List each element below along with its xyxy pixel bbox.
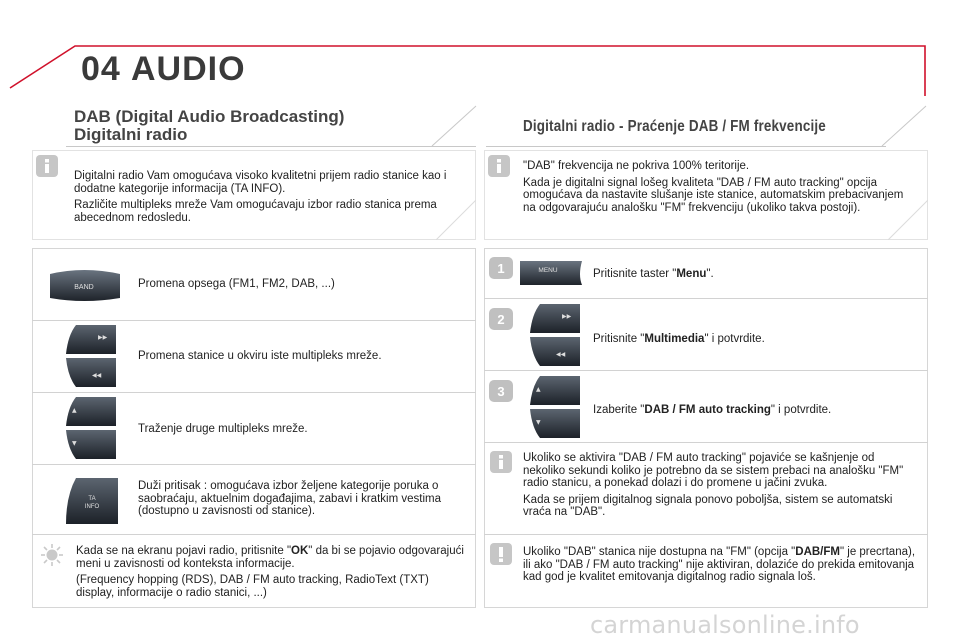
info-icon	[36, 155, 58, 177]
watermark: carmanualsonline.info	[590, 611, 860, 639]
info-label: INFO	[84, 504, 100, 510]
right-section-title: Digitalni radio - Praćenje DAB / FM frekvencije	[523, 118, 826, 135]
row-band-text: Promena opsega (FM1, FM2, DAB, ...)	[138, 278, 335, 290]
left-title-corner-line	[430, 104, 478, 148]
left-info-p1: Digitalni radio Vam omogućava visoko kvalitetni prijem radio stanice kao i dodatne kategorije informacija (TA INFO).	[74, 170, 447, 195]
right-title-underline	[486, 146, 886, 147]
right-info2-p2: Kada se prijem digitalnog signala ponovo poboljša, sistem se automatski vraća na "DAB".	[523, 493, 893, 518]
right-warning-text: Ukoliko "DAB" stanica nije dostupna na "FM" (opcija "DAB/FM" je precrtana), ili ako "DAB / FM auto tracking" nije aktiviran, dolaziće do prekida emitovanja kad god je kvalitet emitovanja digitalnog radio signala loš.	[523, 546, 916, 583]
band-button-label: BAND	[74, 284, 94, 291]
right-info2-text	[523, 452, 918, 523]
left-title-line2: Digitalni radio	[74, 125, 188, 144]
svg-text:▲: ▲	[72, 407, 77, 414]
svg-text:▲: ▲	[536, 386, 541, 393]
ta-label: TA	[88, 496, 96, 502]
row-separator	[32, 464, 476, 465]
sun-tip-icon	[40, 543, 64, 567]
step-1-text: Pritisnite taster "Menu".	[593, 268, 714, 280]
right-info-text	[523, 160, 913, 218]
chapter-number: 04	[81, 50, 121, 88]
left-title-underline	[66, 146, 476, 147]
row-separator	[484, 370, 928, 371]
left-tip-p2: (Frequency hopping (RDS), DAB / FM auto tracking, RadioText (TXT) display, informacije o radio stanici, ...)	[76, 574, 429, 599]
menu-button-label: MENU	[538, 267, 558, 274]
left-tip-p1: Kada se na ekranu pojavi radio, pritisnite "OK" da bi se pojavio odgovarajući meni u zavisnosti od konteksta informacije.	[76, 545, 464, 570]
chapter-title: AUDIO	[131, 50, 246, 88]
row-separator	[484, 298, 928, 299]
updown-buttons-icon	[62, 395, 118, 461]
step-1-number-icon	[489, 257, 513, 279]
left-title-line1: DAB (Digital Audio Broadcasting)	[74, 107, 345, 126]
right-title-corner-line	[880, 104, 928, 148]
row-separator	[32, 392, 476, 393]
ta-info-button-icon	[62, 476, 120, 526]
svg-text:1: 1	[497, 261, 505, 276]
svg-text:▶▶: ▶▶	[562, 313, 572, 320]
updown-buttons-icon	[526, 374, 582, 440]
svg-text:▼: ▼	[536, 419, 541, 426]
left-section-title	[74, 108, 344, 144]
svg-text:2: 2	[497, 312, 505, 327]
step-2-number-icon	[489, 308, 513, 330]
right-info2-p1: Ukoliko se aktivira "DAB / FM auto tracking" pojaviće se kašnjenje od nekoliko sekundi koliko je potrebno da se sistem prebaci na analošku "FM" radio stanicu, a ponekad dolazi i do promene u jačini zvuka.	[523, 452, 904, 489]
info-icon	[488, 155, 510, 177]
row-separator	[484, 534, 928, 535]
left-info-text	[74, 170, 464, 228]
left-tip-text	[76, 545, 468, 603]
row-separator	[32, 320, 476, 321]
menu-button-icon	[518, 257, 584, 289]
svg-text:▶▶: ▶▶	[98, 334, 108, 341]
svg-text:◀◀: ◀◀	[556, 351, 566, 358]
right-info-p1: "DAB" frekvencija ne pokriva 100% teritorije.	[523, 160, 750, 172]
step-3-text: Izaberite "DAB / FM auto tracking" i potvrdite.	[593, 404, 832, 416]
step-2-text: Pritisnite "Multimedia" i potvrdite.	[593, 333, 765, 345]
seek-buttons-icon	[62, 323, 118, 389]
warning-icon	[490, 543, 512, 565]
row-updown-text: Traženje druge multipleks mreže.	[138, 423, 308, 435]
svg-text:▼: ▼	[72, 440, 77, 447]
svg-text:3: 3	[497, 384, 505, 399]
band-button-icon	[48, 268, 122, 302]
row-tainfo-text: Duži pritisak : omogućava izbor željene kategorije poruka o saobraćaju, aktuelnim događajima, zabavi i kratkim vestima (dostupno u zavisnosti od stanice).	[138, 480, 441, 517]
svg-text:◀◀: ◀◀	[92, 372, 102, 379]
step-3-number-icon	[489, 380, 513, 402]
row-separator	[484, 442, 928, 443]
row-separator	[32, 534, 476, 535]
info-icon	[490, 451, 512, 473]
left-info-p2: Različite multipleks mreže Vam omogućavaju izbor radio stanica prema abecednom redosledu.	[74, 199, 437, 224]
seek-buttons-icon	[526, 302, 582, 368]
row-seek-text: Promena stanice u okviru iste multipleks mreže.	[138, 350, 382, 362]
right-info-p2: Kada je digitalni signal lošeg kvaliteta "DAB / FM auto tracking" opcija omogućava da nastavite slušanje iste stanice, automatskim prebacivanjem na odgovarajuću analošku "FM" frekvenciju (ukoliko takva postoji).	[523, 176, 904, 214]
